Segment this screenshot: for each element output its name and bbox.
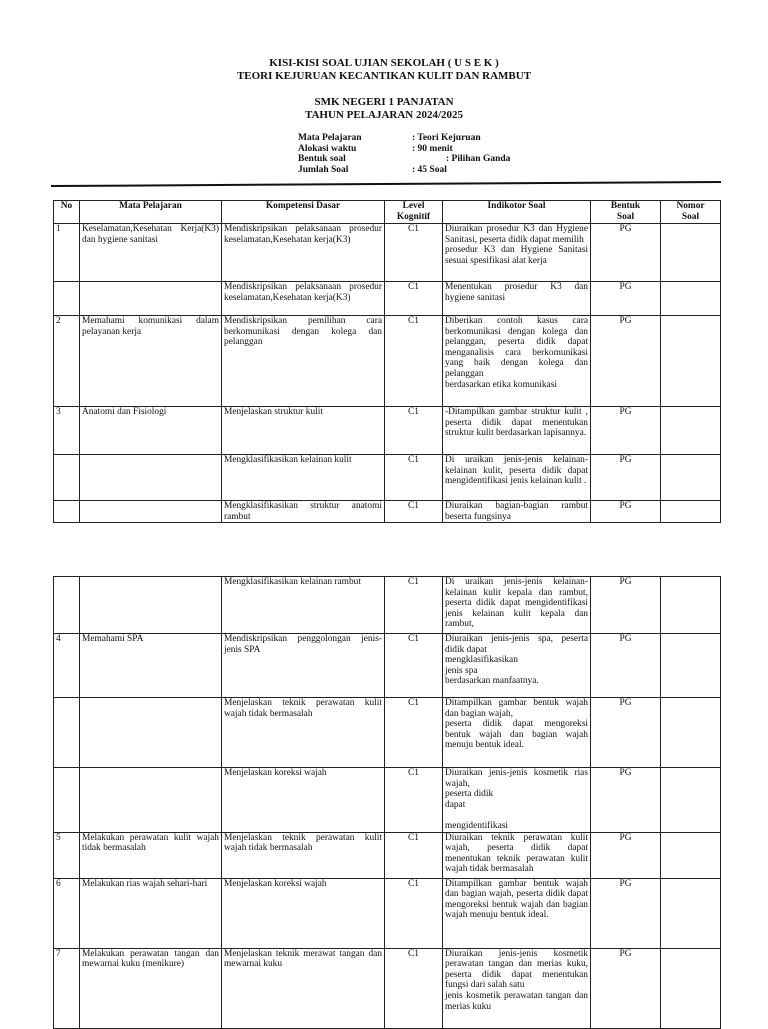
meta-label: Alokasi waktu: [298, 143, 357, 154]
table-row: [54, 768, 721, 833]
indicator-cell: -Ditampilkan gambar struktur kulit , peserta didik dapat menentukan struktur kulit berdasarkan lapisannya.: [443, 407, 591, 455]
indicator-cell: Diuraikan teknik perawatan kulit wajah, peserta didik dapat menentukan teknik perawatan kulit wajah tidak bermasalah: [443, 832, 591, 878]
competency-cell: Mendiskripsikan pelaksanaan prosedur keselamatan,Kesehatan kerja(K3): [222, 282, 385, 316]
row-number: 1: [54, 224, 80, 282]
subject-cell: Melakukan rias wajah sehari-hari: [80, 878, 222, 948]
doc-title-line1: KISI-KISI SOAL UJIAN SEKOLAH ( U S E K ): [269, 57, 499, 69]
meta-label: Mata Pelajaran: [298, 133, 362, 143]
subject-cell: [80, 501, 222, 523]
table-row: [54, 282, 721, 316]
table-row: [54, 316, 721, 407]
form-cell: PG: [591, 698, 661, 768]
table-row: [54, 224, 721, 282]
grid-table-2: [53, 576, 721, 1029]
indicator-cell: Di uraikan jenis-jenis kelainan-kelainan kulit kepala dan rambut, peserta didik dapat mengidentifikasi jenis kelainan kulit kepala dan rambut,: [443, 577, 591, 634]
school-name: SMK NEGERI 1 PANJATAN: [314, 96, 454, 108]
table-row: [54, 832, 721, 878]
col-header-level: Level Kognitif: [385, 201, 443, 224]
question-number-cell: [661, 634, 721, 698]
table-row: [54, 501, 721, 523]
level-cell: C1: [385, 282, 443, 316]
meta-value: : 45 Soal: [412, 164, 447, 175]
indicator-cell: Diuraikan jenis-jenis kosmetik rias wajah, peserta didik dapat mengidentifikasi: [443, 768, 591, 833]
academic-year: TAHUN PELAJARAN 2024/2025: [304, 109, 464, 121]
level-cell: C1: [385, 878, 443, 948]
form-cell: PG: [591, 455, 661, 501]
level-cell: C1: [385, 455, 443, 501]
grid-table-1: [53, 200, 721, 523]
row-number: 6: [54, 878, 80, 948]
competency-cell: Mendiskripsikan penggolongan jenis-jenis SPA: [222, 634, 385, 698]
col-header-form: Bentuk Soal: [591, 201, 661, 224]
form-cell: PG: [591, 832, 661, 878]
indicator-cell: Diberikan contoh kasus cara berkomunikasi dengan kolega dan pelanggan, peserta didik dapat menganalisis cara berkomunikasi yang baik dengan kolega dan pelanggan berdasarkan etika komunikasi: [443, 316, 591, 407]
form-cell: PG: [591, 948, 661, 1028]
row-number: 2: [54, 316, 80, 407]
question-number-cell: [661, 768, 721, 833]
indicator-cell: Diuraikan bagian-bagian rambut beserta fungsinya: [443, 501, 591, 523]
level-cell: C1: [385, 948, 443, 1028]
subject-cell: Memahami SPA: [80, 634, 222, 698]
row-number: [54, 698, 80, 768]
level-cell: C1: [385, 316, 443, 407]
form-cell: PG: [591, 282, 661, 316]
row-number: 3: [54, 407, 80, 455]
competency-cell: Menjelaskan teknik merawat tangan dan mewarnai kuku: [222, 948, 385, 1028]
indicator-cell: Menentukan prosedur K3 dan hygiene sanitasi: [443, 282, 591, 316]
form-cell: PG: [591, 316, 661, 407]
row-number: [54, 501, 80, 523]
question-number-cell: [661, 316, 721, 407]
form-cell: PG: [591, 878, 661, 948]
row-number: 7: [54, 948, 80, 1028]
form-cell: PG: [591, 224, 661, 282]
question-number-cell: [661, 878, 721, 948]
form-cell: PG: [591, 407, 661, 455]
indicator-cell: Diuraikan prosedur K3 dan Hygiene Sanitasi, peserta didik dapat memilih prosedur K3 dan Hygiene Sanitasi sesuai spesifikasi alat kerja: [443, 224, 591, 282]
subject-cell: [80, 282, 222, 316]
indicator-cell: Diuraikan jenis-jenis kosmetik perawatan tangan dan merias kuku, peserta didik dapat menentukan fungsi dari salah satu jenis kosmetik perawatan tangan dan merias kuku: [443, 948, 591, 1028]
competency-cell: Mendiskripsikan pelaksanaan prosedur keselamatan,Kesehatan kerja(K3): [222, 224, 385, 282]
subject-cell: Anatomi dan Fisiologi: [80, 407, 222, 455]
question-number-cell: [661, 577, 721, 634]
question-number-cell: [661, 501, 721, 523]
row-number: 4: [54, 634, 80, 698]
row-number: [54, 768, 80, 833]
level-cell: C1: [385, 698, 443, 768]
header-divider: [51, 181, 721, 187]
subject-cell: Memahami komunikasi dalam pelayanan kerja: [80, 316, 222, 407]
level-cell: C1: [385, 224, 443, 282]
question-number-cell: [661, 407, 721, 455]
subject-cell: [80, 768, 222, 833]
row-number: [54, 282, 80, 316]
level-cell: C1: [385, 407, 443, 455]
level-cell: C1: [385, 832, 443, 878]
form-cell: PG: [591, 634, 661, 698]
level-cell: C1: [385, 501, 443, 523]
competency-cell: Mengklasifikasikan kelainan kulit: [222, 455, 385, 501]
meta-label: Jumlah Soal: [298, 164, 349, 175]
competency-cell: Menjelaskan koreksi wajah: [222, 768, 385, 833]
row-number: [54, 577, 80, 634]
table-row: [54, 878, 721, 948]
table-row: [54, 634, 721, 698]
indicator-cell: Ditampilkan gambar bentuk wajah dan bagian wajah, peserta didik dapat mengoreksi bentuk wajah dan bagian wajah menuju bentuk ideal.: [443, 698, 591, 768]
col-header-number: Nomor Soal: [661, 201, 721, 224]
meta-label: Bentuk soal: [298, 154, 346, 164]
indicator-cell: Ditampilkan gambar bentuk wajah dan bagian wajah, peserta didik dapat mengoreksi bentuk wajah dan bagian wajah menuju bentuk ideal.: [443, 878, 591, 948]
competency-cell: Menjelaskan koreksi wajah: [222, 878, 385, 948]
subject-cell: Keselamatan,Kesehatan Kerja(K3) dan hygiene sanitasi: [80, 224, 222, 282]
table-row: [54, 948, 721, 1028]
competency-cell: Mengklasifikasikan kelainan rambut: [222, 577, 385, 634]
question-number-cell: [661, 832, 721, 878]
col-header-indicator: Indikotor Soal: [443, 201, 591, 224]
form-cell: PG: [591, 768, 661, 833]
form-cell: PG: [591, 577, 661, 634]
question-number-cell: [661, 698, 721, 768]
table-row: [54, 698, 721, 768]
competency-cell: Mendiskripsikan pemilihan cara berkomunikasi dengan kolega dan pelanggan: [222, 316, 385, 407]
question-number-cell: [661, 224, 721, 282]
indicator-cell: Di uraikan jenis-jenis kelainan-kelainan kulit, peserta didik dapat mengidentifikasi jenis kelainan kulit .: [443, 455, 591, 501]
table-row: [54, 407, 721, 455]
table-row: [54, 455, 721, 501]
competency-cell: Menjelaskan teknik perawatan kulit wajah tidak bermasalah: [222, 698, 385, 768]
table-row: [54, 577, 721, 634]
col-header-competency: Kompetensi Dasar: [222, 201, 385, 224]
level-cell: C1: [385, 634, 443, 698]
meta-value: : Pilihan Ganda: [446, 154, 511, 164]
meta-value: : Teori Kejuruan: [412, 133, 481, 143]
subject-cell: Melakukan perawatan tangan dan mewarnai kuku (menikure): [80, 948, 222, 1028]
row-number: [54, 455, 80, 501]
question-number-cell: [661, 948, 721, 1028]
competency-cell: Menjelaskan teknik perawatan kulit wajah tidak bermasalah: [222, 832, 385, 878]
row-number: 5: [54, 832, 80, 878]
competency-cell: Menjelaskan struktur kulit: [222, 407, 385, 455]
subject-cell: [80, 455, 222, 501]
indicator-cell: Diuraikan jenis-jenis spa, peserta didik dapat mengklasifikasikan jenis spa berdasarkan manfaatnya.: [443, 634, 591, 698]
level-cell: C1: [385, 577, 443, 634]
table-header-row: [54, 201, 721, 224]
form-cell: PG: [591, 501, 661, 523]
question-number-cell: [661, 282, 721, 316]
subject-cell: Melakukan perawatan kulit wajah tidak bermasalah: [80, 832, 222, 878]
col-header-subject: Mata Pelajaran: [80, 201, 222, 224]
level-cell: C1: [385, 768, 443, 833]
question-number-cell: [661, 455, 721, 501]
meta-value: : 90 menit: [412, 143, 453, 154]
subject-cell: [80, 698, 222, 768]
col-header-no: No: [54, 201, 80, 224]
subject-cell: [80, 577, 222, 634]
competency-cell: Mengklasifikasikan struktur anatomi rambut: [222, 501, 385, 523]
doc-title-line2: TEORI KEJURUAN KECANTIKAN KULIT DAN RAMBUT: [236, 70, 532, 82]
